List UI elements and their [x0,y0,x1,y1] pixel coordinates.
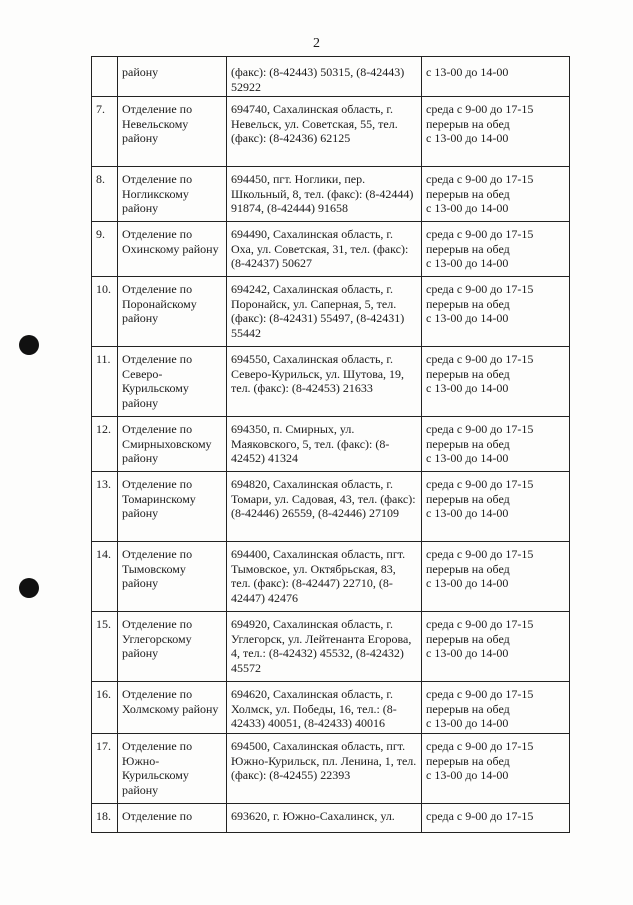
branch-name-cell: Отделение по Северо-Курильскому району [118,347,227,417]
branch-address-cell: 694242, Сахалинская область, г. Поронайск, ул. Саперная, 5, тел. (факс): (8-42431) 55497, (8-42431) 55442 [227,277,422,347]
hours-line: среда с 9-00 до 17-15 [426,477,534,491]
row-number-cell: 7. [92,97,118,167]
hours-line: среда с 9-00 до 17-15 [426,282,534,296]
hours-line: с 13-00 до 14-00 [426,256,509,270]
hours-line: перерыв на обед [426,491,510,506]
hours-cell [422,612,570,682]
page-number: 2 [313,36,320,51]
hours-line: среда с 9-00 до 17-15 [426,172,534,186]
hours-line: с 13-00 до 14-00 [426,646,509,660]
branch-name-cell: Отделение по Холмскому району [118,682,227,734]
row-number-cell: 18. [92,804,118,833]
hours-line: перерыв на обед [426,296,510,311]
row-number-cell: 12. [92,417,118,472]
row-number-cell: 14. [92,542,118,612]
hours-cell [422,57,570,97]
hours-line: перерыв на обед [426,561,510,576]
row-number-cell: 8. [92,167,118,222]
hours-line: перерыв на обед [426,366,510,381]
punch-hole-mark [19,335,39,355]
hours-line: среда с 9-00 до 17-15 [426,547,534,561]
hours-cell [422,222,570,277]
branch-name-cell: Отделение по Невельскому району [118,97,227,167]
row-number-cell: 15. [92,612,118,682]
hours-line: среда с 9-00 до 17-15 [426,687,534,701]
row-number-cell: 13. [92,472,118,542]
branch-name-cell: Отделение по Смирныховскому району [118,417,227,472]
row-number-cell: 16. [92,682,118,734]
table-row [92,682,570,734]
branch-address-cell: 694740, Сахалинская область, г. Невельск, ул. Советская, 55, тел. (факс): (8-42436) 62125 [227,97,422,167]
branch-name-cell: Отделение по Южно-Курильскому району [118,734,227,804]
branch-name-cell: Отделение по Томаринскому району [118,472,227,542]
table-row-continued [92,57,570,97]
hours-line: с 13-00 до 14-00 [426,311,509,325]
branch-name-cell: району [118,57,227,97]
row-number-cell: 17. [92,734,118,804]
row-number-cell [92,57,118,97]
hours-line: среда с 9-00 до 17-15 [426,227,534,241]
hours-line: перерыв на обед [426,116,510,131]
branch-name-cell: Отделение по Углегорскому району [118,612,227,682]
table-row [92,222,570,277]
hours-cell [422,734,570,804]
punch-hole-mark [19,578,39,598]
hours-line: среда с 9-00 до 17-15 [426,809,534,823]
hours-line: перерыв на обед [426,631,510,646]
table-row [92,612,570,682]
row-number-cell: 10. [92,277,118,347]
hours-line: среда с 9-00 до 17-15 [426,617,534,631]
branch-address-cell: 693620, г. Южно-Сахалинск, ул. [227,804,422,833]
branch-address-cell: 694350, п. Смирных, ул. Маяковского, 5, тел. (факс): (8-42452) 41324 [227,417,422,472]
hours-line: перерыв на обед [426,436,510,451]
hours-line: среда с 9-00 до 17-15 [426,352,534,366]
table-row [92,734,570,804]
branch-name-cell: Отделение по Поронайскому району [118,277,227,347]
table-row [92,417,570,472]
hours-line: перерыв на обед [426,701,510,716]
branch-name-cell: Отделение по Ногликскому району [118,167,227,222]
hours-line: с 13-00 до 14-00 [426,506,509,520]
branch-address-cell: 694820, Сахалинская область, г. Томари, ул. Садовая, 43, тел. (факс): (8-42446) 26559, (8-42446) 27109 [227,472,422,542]
hours-line: с 13-00 до 14-00 [426,201,509,215]
branch-name-cell: Отделение по [118,804,227,833]
hours-line: среда с 9-00 до 17-15 [426,422,534,436]
row-number-cell: 11. [92,347,118,417]
hours-cell [422,167,570,222]
hours-line: среда с 9-00 до 17-15 [426,739,534,753]
table-row [92,277,570,347]
hours-line: с 13-00 до 14-00 [426,381,509,395]
hours-line: перерыв на обед [426,241,510,256]
table-row [92,804,570,833]
branch-address-cell: 694500, Сахалинская область, пгт. Южно-Курильск, пл. Ленина, 1, тел. (факс): (8-42455) 22393 [227,734,422,804]
branch-address-cell: (факс): (8-42443) 50315, (8-42443) 52922 [227,57,422,97]
branch-address-cell: 694450, пгт. Ноглики, пер. Школьный, 8, тел. (факс): (8-42444) 91874, (8-42444) 91658 [227,167,422,222]
branch-address-cell: 694400, Сахалинская область, пгт. Тымовское, ул. Октябрьская, 83, тел. (факс): (8-42447) 22710, (8-42447) 42476 [227,542,422,612]
table-row [92,542,570,612]
hours-line: с 13-00 до 14-00 [426,768,509,782]
row-number-cell: 9. [92,222,118,277]
hours-cell [422,804,570,833]
hours-line: среда с 9-00 до 17-15 [426,102,534,116]
branch-name-cell: Отделение по Тымовскому району [118,542,227,612]
branches-table-body [92,57,570,833]
hours-line: перерыв на обед [426,753,510,768]
hours-cell [422,472,570,542]
table-row [92,167,570,222]
table-row [92,347,570,417]
hours-line: с 13-00 до 14-00 [426,451,509,465]
hours-line: с 13-00 до 14-00 [426,576,509,590]
hours-cell [422,277,570,347]
hours-line: с 13-00 до 14-00 [426,716,509,730]
hours-cell [422,417,570,472]
branch-address-cell: 694920, Сахалинская область, г. Углегорск, ул. Лейтенанта Егорова, 4, тел.: (8-42432) 45532, (8-42432) 45572 [227,612,422,682]
table-row [92,472,570,542]
hours-line: перерыв на обед [426,186,510,201]
branch-address-cell: 694620, Сахалинская область, г. Холмск, ул. Победы, 16, тел.: (8-42433) 40051, (8-42433) 40016 [227,682,422,734]
branch-address-cell: 694490, Сахалинская область, г. Оха, ул. Советская, 31, тел. (факс): (8-42437) 50627 [227,222,422,277]
hours-cell [422,347,570,417]
hours-cell [422,542,570,612]
hours-cell [422,682,570,734]
hours-line: с 13-00 до 14-00 [426,131,509,145]
branch-name-cell: Отделение по Охинскому району [118,222,227,277]
branches-table [91,56,570,833]
branch-address-cell: 694550, Сахалинская область, г. Северо-Курильск, ул. Шутова, 19, тел. (факс): (8-42453) 21633 [227,347,422,417]
hours-cell [422,97,570,167]
hours-line: с 13-00 до 14-00 [426,65,509,79]
table-row [92,97,570,167]
branches-table-container [91,56,570,833]
